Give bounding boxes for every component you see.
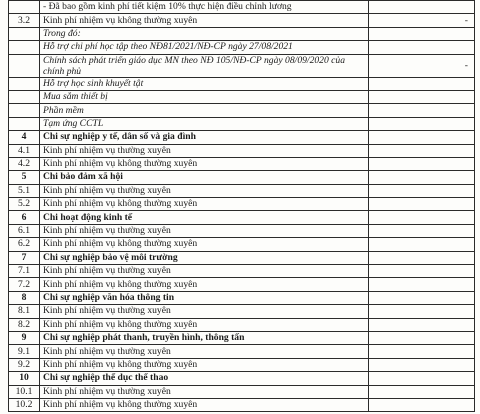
row-number-cell: 6 [9,211,40,224]
row-number-cell: 6.2 [9,238,40,251]
row-amount-cell [369,41,475,54]
table-row [9,104,475,117]
row-amount-cell [369,398,475,411]
table-row [9,157,475,170]
row-amount-cell [369,27,475,40]
row-description-cell: Hỗ trợ học sinh khuyết tật [40,77,369,90]
row-description-cell: Mua sắm thiết bị [40,90,369,103]
row-number-cell [9,1,40,14]
row-description-cell: Kinh phí nhiệm vụ không thường xuyên [40,318,369,331]
row-description-cell: Kinh phí nhiệm vụ thường xuyên [40,265,369,278]
row-amount-cell [369,358,475,371]
row-description-cell: - Đã bao gồm kinh phí tiết kiệm 10% thực hiện điều chỉnh lương [40,1,369,14]
row-description-cell: Chi bảo đảm xã hội [40,171,369,184]
table-row [9,77,475,90]
row-number-cell [9,41,40,54]
row-number-cell [9,104,40,117]
table-row [9,358,475,371]
table-row [9,372,475,385]
row-number-cell: 9.2 [9,358,40,371]
row-description-cell: Kinh phí nhiệm vụ không thường xuyên [40,398,369,411]
row-amount-cell [369,104,475,117]
table-row [9,318,475,331]
row-amount-cell [369,291,475,304]
row-description-cell: Chi sự nghiệp văn hóa thông tin [40,291,369,304]
row-number-cell: 3.2 [9,14,40,27]
row-number-cell: 5.1 [9,184,40,197]
row-description-cell: Kinh phí nhiệm vụ thường xuyên [40,305,369,318]
row-amount-cell [369,265,475,278]
row-number-cell: 8.2 [9,318,40,331]
row-amount-cell [369,117,475,130]
row-amount-cell [369,251,475,264]
table-row [9,345,475,358]
row-description-cell: Chi sự nghiệp thể dục thể thao [40,372,369,385]
row-number-cell: 6.1 [9,224,40,237]
table-row [9,171,475,184]
row-number-cell: 7.2 [9,278,40,291]
table-row [9,211,475,224]
row-amount-cell [369,318,475,331]
row-amount-cell [369,184,475,197]
row-number-cell: 9 [9,331,40,344]
table-row [9,184,475,197]
table-row [9,305,475,318]
row-amount-cell [369,211,475,224]
row-description-cell: Kinh phí nhiệm vụ không thường xuyên [40,14,369,27]
row-amount-cell [369,131,475,144]
row-amount-cell [369,1,475,14]
row-number-cell: 4.1 [9,144,40,157]
budget-table-body [9,1,475,412]
row-amount-cell [369,144,475,157]
row-description-cell: Chi sự nghiệp phát thanh, truyền hình, thông tấn [40,331,369,344]
row-amount-cell [369,238,475,251]
row-number-cell: 5.2 [9,198,40,211]
row-number-cell: 10.1 [9,385,40,398]
row-description-cell: Chi sự nghiệp bảo vệ môi trường [40,251,369,264]
row-amount-mark: - [464,14,468,26]
row-number-cell [9,90,40,103]
row-description-cell: Kinh phí nhiệm vụ thường xuyên [40,345,369,358]
table-row [9,331,475,344]
row-description-cell: Hỗ trợ chi phí học tập theo NĐ81/2021/NĐ-CP ngày 27/08/2021 [40,41,369,54]
table-row [9,278,475,291]
row-number-cell: 7 [9,251,40,264]
row-number-cell: 4.2 [9,157,40,170]
row-amount-cell [369,305,475,318]
table-row [9,238,475,251]
table-row [9,251,475,264]
row-number-cell: 5 [9,171,40,184]
row-amount-cell [369,198,475,211]
row-description-cell: Chi hoạt động kinh tế [40,211,369,224]
row-amount-cell [369,224,475,237]
row-description-cell: Kinh phí nhiệm vụ không thường xuyên [40,198,369,211]
row-description-cell: Chính sách phát triển giáo dục MN theo NĐ 105/NĐ-CP ngày 08/09/2020 của chính phủ [40,54,369,77]
row-amount-mark: - [464,59,468,71]
row-amount-cell [369,157,475,170]
row-amount-cell [369,77,475,90]
table-row [9,14,475,27]
row-amount-cell [369,385,475,398]
table-row [9,90,475,103]
row-number-cell: 8.1 [9,305,40,318]
row-number-cell [9,77,40,90]
row-description-cell: Trong đó: [40,27,369,40]
row-number-cell [9,27,40,40]
row-number-cell [9,54,40,77]
table-row [9,385,475,398]
row-amount-cell [369,331,475,344]
table-row [9,54,475,77]
table-row [9,27,475,40]
table-row [9,265,475,278]
table-row [9,131,475,144]
row-description-cell: Kinh phí nhiệm vụ không thường xuyên [40,278,369,291]
row-description-cell: Kinh phí nhiệm vụ không thường xuyên [40,238,369,251]
row-number-cell: 10.2 [9,398,40,411]
row-amount-cell [369,372,475,385]
row-description-cell: Kinh phí nhiệm vụ không thường xuyên [40,358,369,371]
row-number-cell: 7.1 [9,265,40,278]
row-number-cell: 4 [9,131,40,144]
row-amount-cell [369,171,475,184]
row-amount-cell [369,345,475,358]
table-row [9,398,475,411]
row-amount-cell [369,14,475,27]
row-number-cell: 9.1 [9,345,40,358]
table-row [9,198,475,211]
row-number-cell: 10 [9,372,40,385]
row-amount-cell [369,278,475,291]
row-description-cell: Kinh phí nhiệm vụ thường xuyên [40,184,369,197]
table-row [9,291,475,304]
row-description-cell: Phần mềm [40,104,369,117]
table-row [9,224,475,237]
table-row [9,41,475,54]
row-number-cell [9,117,40,130]
row-description-cell: Kinh phí nhiệm vụ thường xuyên [40,144,369,157]
row-description-cell: Tạm ứng CCTL [40,117,369,130]
row-number-cell: 8 [9,291,40,304]
row-description-cell: Kinh phí nhiệm vụ thường xuyên [40,224,369,237]
row-amount-cell [369,90,475,103]
row-description-cell: Chi sự nghiệp y tế, dân số và gia đình [40,131,369,144]
row-amount-cell [369,54,475,77]
row-description-cell: Kinh phí nhiệm vụ thường xuyên [40,385,369,398]
budget-table [8,0,475,412]
row-description-cell: Kinh phí nhiệm vụ không thường xuyên [40,157,369,170]
table-row [9,144,475,157]
table-row [9,1,475,14]
table-row [9,117,475,130]
